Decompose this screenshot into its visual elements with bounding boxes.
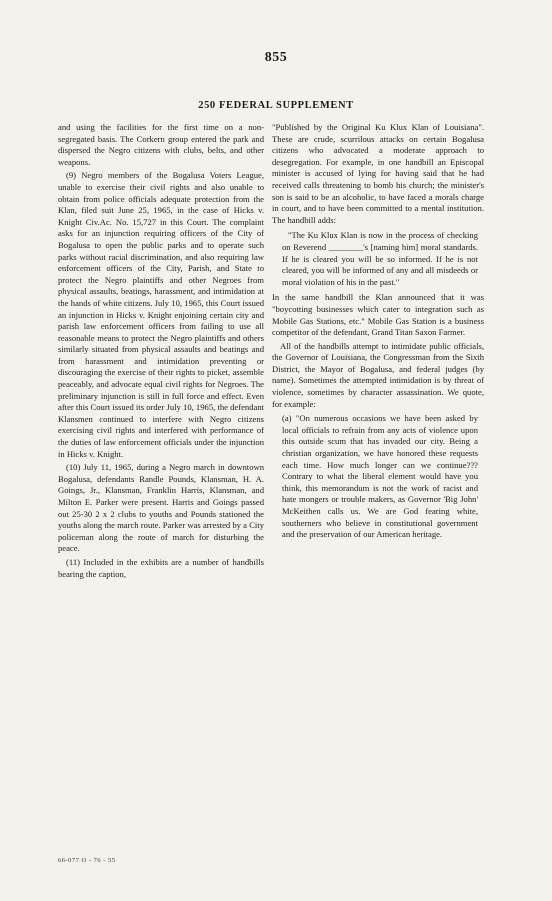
block-quote-klan: "The Ku Klux Klan is now in the process of checking on Reverend ________'s [naming him] moral standards. If he is cleared you will be so informed. If he is not cleared, you will be informed of any and all misdeeds or moral violation of his in the past." <box>282 230 478 287</box>
printer-code: 66-077 O - 76 - 55 <box>58 857 116 864</box>
paragraph-boycott: In the same handbill the Klan announced that it was "boycotting businesses which cater to integration such as Mobile Gas Stations, etc." Mobile Gas Station is a business competitor of the defendant, Grand Titan Saxon Farmer. <box>272 292 484 338</box>
paragraph-continuation: and using the facilities for the first time on a non-segregated basis. The Corkern group entered the park and dispersed the Negro citizens with clubs, belts, and other weapons. <box>58 122 264 167</box>
page-number: 855 <box>264 50 288 65</box>
paragraph-10: (10) July 11, 1965, during a Negro march in downtown Bogalusa, defendants Randle Pounds, Klansman, H. A. Goings, Jr., Klansman, Franklin Harris, Klansman, and Milton E. Parker were present. Harris and Goings passed out 25-30 2 x 2 clubs to youths and Pounds stationed the youths along the march route. Parker was arrested by a City policeman along the route of march for disturbing the peace. <box>58 462 264 554</box>
running-head: 250 FEDERAL SUPPLEMENT <box>198 100 354 111</box>
paragraph-intimidation: All of the handbills attempt to intimidate public officials, the Governor of Louisiana, the Congressman from the Sixth District, the Mayor of Bogalusa, and federal judges (by name). Sometimes the attempted intimidation is by threat of violence, sometimes by character assassination. We quote, for example: <box>272 340 484 409</box>
right-column <box>272 122 484 543</box>
paragraph-11: (11) Included in the exhibits are a number of handbills bearing the caption, <box>58 556 264 579</box>
paragraph-handbill-caption: "Published by the Original Ku Klux Klan of Louisiana". These are crude, scurrilous attacks on certain Bogalusa citizens who advocated a moderate approach to desegregation. For example, in one handbill an Episcopal minister is accused of lying for having said that he had received calls threatening to bomb his church; the minister's son is said to be an alcoholic, to have faced a morals charge in court, and to have been committed to a mental institution. The handbill adds: <box>272 122 484 225</box>
left-column <box>58 122 264 582</box>
paragraph-9: (9) Negro members of the Bogalusa Voters League, unable to exercise their civil rights and also unable to obtain from police officials adequate protection from the Klan, filed suit June 25, 1965, in the case of Hicks v. Knight Civ.Ac. No. 15,727 in this Court. The complaint asks for an injunction requiring officers of the City of Bogalusa to open the public parks and to operate such parks without racial discrimination, and also requiring law enforcement officers of the City, Parish, and State to protect the Negro plaintiffs and other Negroes from physical assaults, beatings, harassment, and intimidation at the hands of white citizens. July 10, 1965, this Court issued an injunction in Hicks v. Knight enjoining certain city and parish law enforcement officers from failing to use all reasonable means to protect the Negro plaintiffs and others similarly situated from physical assaults and beatings and from harassment and intimidation preventing or discouraging the exercise of their rights to picket, assemble peaceably, and advocate equal civil rights for Negroes. The preliminary injunction is still in full force and effect. Even after this Court issued its order July 10, 1965, the defendant Klansmen continued to interfere with Negro citizens exercising civil rights and interfered with performance of the duties of law enforcement officials under the injunction in Hicks v. Knight. <box>58 170 264 459</box>
block-quote-example-a: (a) "On numerous occasions we have been asked by local officials to refrain from any acts of violence upon this outside scum that has invaded our city. Being a christian organization, we have honored these requests each time. How much longer can we continue??? Contrary to what the liberal element would have you think, this memorandum is not the work of racist and hate mongers or trouble makers, as Governor 'Big John' McKeithen calls us. We are God fearing white, southerners who believe in constitutional government and the preservation of our American heritage. <box>282 413 478 540</box>
